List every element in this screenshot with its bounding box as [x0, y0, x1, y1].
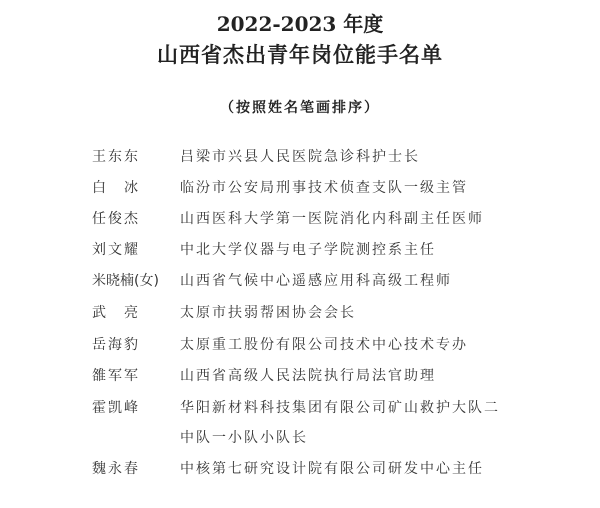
- title-year: 2022-2023 年度: [216, 12, 384, 36]
- person-name: 魏永春: [92, 461, 140, 477]
- person-role-continued: 中队一小队小队长: [180, 430, 308, 446]
- person-role: 华阳新材料科技集团有限公司矿山救护大队二: [180, 400, 500, 416]
- person-role: 中北大学仪器与电子学院测控系主任: [180, 242, 436, 258]
- person-name: 白 冰: [92, 180, 140, 196]
- person-name: 武 亮: [92, 305, 140, 321]
- person-role: 山西医科大学第一医院消化内科副主任医师: [180, 211, 484, 227]
- person-name: 任俊杰: [92, 211, 140, 227]
- person-name: 王东东: [92, 149, 140, 165]
- person-name: 雒军军: [92, 368, 140, 384]
- person-role: 山西省高级人民法院执行局法官助理: [180, 368, 436, 384]
- person-role: 太原市扶弱帮困协会会长: [180, 305, 356, 321]
- person-role: 中核第七研究设计院有限公司研发中心主任: [180, 461, 484, 477]
- person-role: 太原重工股份有限公司技术中心技术专办: [180, 337, 468, 353]
- page-title: 山西省杰出青年岗位能手名单: [157, 42, 443, 67]
- subtitle: （按照姓名笔画排序）: [220, 100, 380, 116]
- person-role: 临汾市公安局刑事技术侦查支队一级主管: [180, 180, 468, 196]
- person-name: 霍凯峰: [92, 400, 140, 416]
- person-role: 吕梁市兴县人民医院急诊科护士长: [180, 149, 420, 165]
- person-name: 岳海豹: [92, 337, 140, 353]
- person-name: 米晓楠(女): [92, 273, 159, 289]
- person-role: 山西省气候中心遥感应用科高级工程师: [180, 273, 452, 289]
- person-name: 刘文耀: [92, 242, 140, 258]
